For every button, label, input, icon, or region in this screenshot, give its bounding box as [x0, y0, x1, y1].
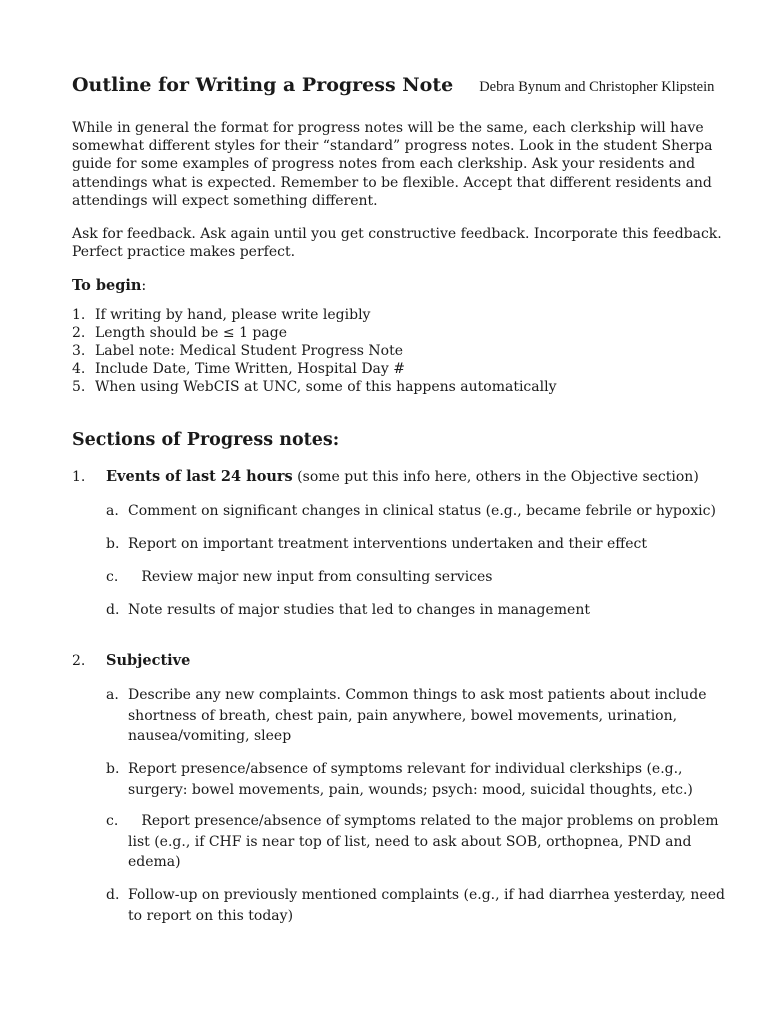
section-1-item-a: a. Comment on significant changes in clinical status (e.g., became febrile or hypoxic) [106, 503, 716, 519]
authors: Debra Bynum and Christopher Klipstein [479, 79, 715, 95]
section-1-item-d: d. Note results of major studies that led to changes in management [106, 602, 590, 618]
intro-paragraph-2 [72, 225, 722, 261]
text-line: guide for some examples of progress notes from each clerkship. Ask your residents and [72, 156, 696, 173]
list-item: 4. Include Date, Time Written, Hospital Day # [72, 361, 405, 377]
list-item: 3. Label note: Medical Student Progress Note [72, 343, 403, 359]
text-line: Ask for feedback. Ask again until you get constructive feedback. Incorporate this feedback. [72, 226, 722, 242]
page-title: Outline for Writing a Progress Note [72, 74, 454, 96]
section-1-item-b: b. Report on important treatment interventions undertaken and their effect [106, 536, 647, 552]
section-2-heading: 2. Subjective [72, 652, 191, 669]
text-line: While in general the format for progress notes will be the same, each clerkship will have [72, 120, 704, 136]
intro-paragraph-1 [72, 119, 712, 210]
list-item: 2. Length should be ≤ 1 page [72, 325, 287, 341]
section-2-item-d: d. Follow-up on previously mentioned complaints (e.g., if had diarrhea yesterday, need to report on this today) [106, 887, 725, 924]
section-1-item-c: c. Review major new input from consulting services [106, 569, 493, 585]
to-begin-list [72, 306, 557, 396]
section-2-item-c: c. Report presence/absence of symptoms related to the major problems on problem list (e.g., if CHF is near top of list, need to ask about SOB, orthopnea, PND and edema) [106, 813, 719, 870]
list-item: 1. If writing by hand, please write legibly [72, 307, 371, 323]
section-1-heading: 1. Events of last 24 hours (some put this info here, others in the Objective section) [72, 468, 699, 485]
list-item: 5. When using WebCIS at UNC, some of this happens automatically [72, 379, 557, 395]
text-line: attendings will expect something different. [72, 192, 378, 209]
text-line: Perfect practice makes perfect. [72, 244, 296, 261]
to-begin-heading: To begin: [72, 277, 147, 294]
section-2-item-b: b. Report presence/absence of symptoms relevant for individual clerkships (e.g., surgery: bowel movements, pain, wounds; psych: mood, suicidal thoughts, etc.) [106, 761, 693, 798]
section-2-item-a: a. Describe any new complaints. Common things to ask most patients about include shortness of breath, chest pain, pain anywhere, bowel movements, urination, nausea/vomiting, sleep [106, 687, 707, 744]
sections-heading: Sections of Progress notes: [72, 430, 340, 450]
text-line: somewhat different styles for their “standard” progress notes. Look in the student Sherpa [72, 138, 713, 155]
text-line: attendings what is expected. Remember to be flexible. Accept that different residents and [72, 174, 712, 191]
title-row [72, 74, 714, 96]
